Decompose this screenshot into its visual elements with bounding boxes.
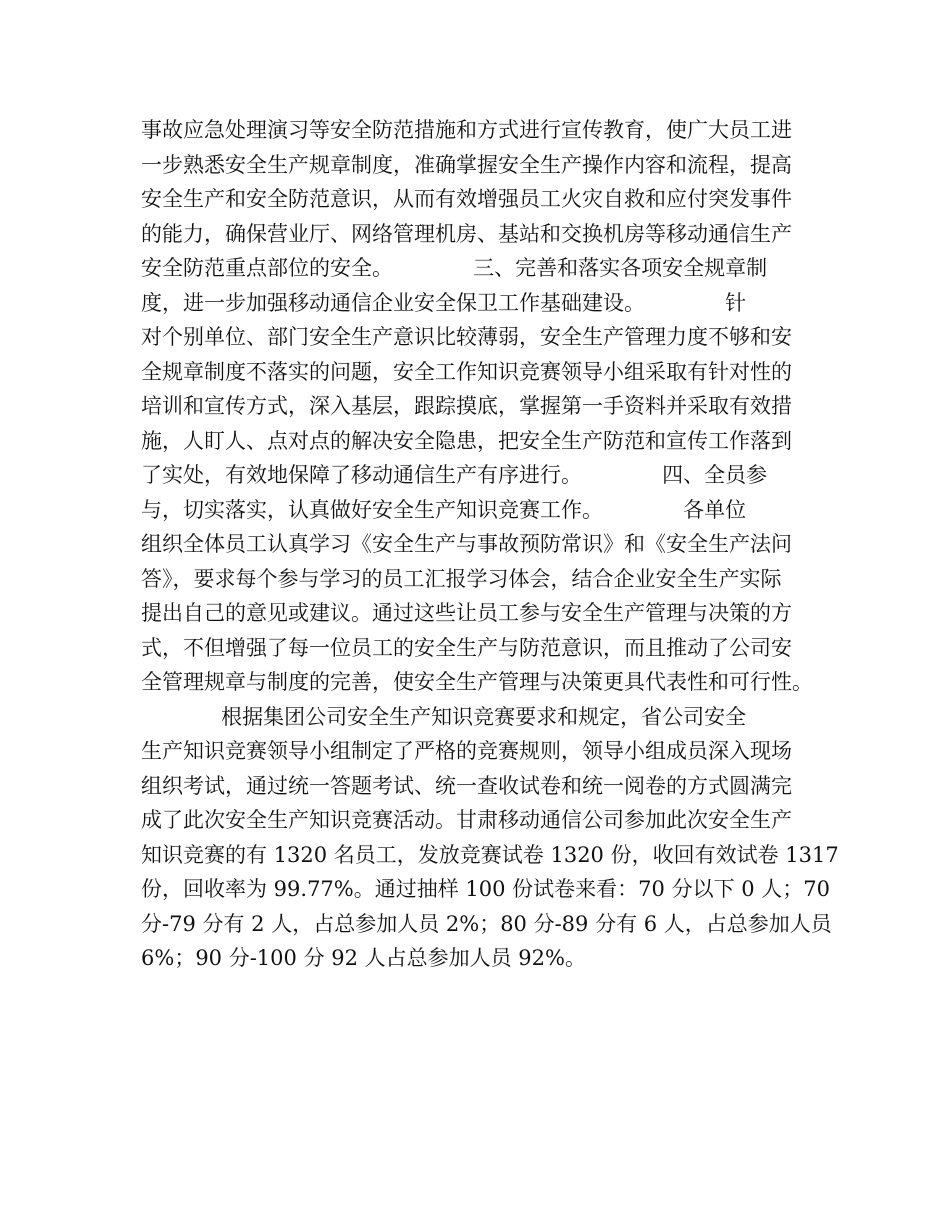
text-line: 施，人盯人、点对点的解决安全隐患，把安全生产防范和宣传工作落到 xyxy=(141,428,792,453)
text-line: 培训和宣传方式，深入基层，跟踪摸底，掌握第一手资料并采取有效措 xyxy=(141,394,792,418)
text-line: 提出自己的意见或建议。通过这些让员工参与安全生产管理与决策的方 xyxy=(141,601,792,625)
text-line: 份，回收率为 99.77%。通过抽样 100 份试卷来看：70 分以下 0 人；70 xyxy=(141,877,831,901)
text-line: 成了此次安全生产知识竞赛活动。甘肃移动通信公司参加此次安全生产 xyxy=(141,808,792,832)
text-line: 的能力，确保营业厅、网络管理机房、基站和交换机房等移动通信生产 xyxy=(141,221,792,246)
text-line: 与，切实落实，认真做好安全生产知识竞赛工作。 各单位 xyxy=(141,497,747,522)
text-line: 事故应急处理演习等安全防范措施和方式进行宣传教育，使广大员工进 xyxy=(141,118,792,142)
text-line: 安全生产和安全防范意识，从而有效增强员工火灾自救和应付突发事件 xyxy=(141,187,792,211)
text-line: 对个别单位、部门安全生产意识比较薄弱，安全生产管理力度不够和安 xyxy=(141,325,792,349)
text-line: 组织全体员工认真学习《安全生产与事故预防常识》和《安全生产法问 xyxy=(141,532,792,556)
text-line: 度，进一步加强移动通信企业安全保卫工作基础建设。 针 xyxy=(141,290,747,315)
text-line: 安全防范重点部位的安全。 三、完善和落实各项安全规章制 xyxy=(141,256,768,280)
text-line: 6%；90 分-100 分 92 人占总参加人员 92%。 xyxy=(141,946,586,970)
text-line: 式，不但增强了每一位员工的安全生产与防范意识，而且推动了公司安 xyxy=(141,635,792,660)
text-line: 了实处，有效地保障了移动通信生产有序进行。 四、全员参 xyxy=(141,463,768,487)
text-line: 全规章制度不落实的问题，安全工作知识竞赛领导小组采取有针对性的 xyxy=(141,359,792,384)
body-text xyxy=(141,113,839,976)
text-line: 根据集团公司安全生产知识竞赛要求和规定，省公司安全 xyxy=(141,704,747,729)
text-line: 答》，要求每个参与学习的员工汇报学习体会，结合企业安全生产实际 xyxy=(141,566,782,591)
text-line: 分-79 分有 2 人，占总参加人员 2%；80 分-89 分有 6 人，占总参加人员 xyxy=(141,911,832,936)
text-line: 一步熟悉安全生产规章制度，准确掌握安全生产操作内容和流程，提高 xyxy=(141,152,792,177)
text-line: 组织考试，通过统一答题考试、统一查收试卷和统一阅卷的方式圆满完 xyxy=(141,773,792,798)
text-line: 全管理规章与制度的完善，使安全生产管理与决策更具代表性和可行性。 xyxy=(141,670,813,694)
text-line: 生产知识竞赛领导小组制定了严格的竞赛规则，领导小组成员深入现场 xyxy=(141,739,792,763)
text-line: 知识竞赛的有 1320 名员工，发放竞赛试卷 1320 份，收回有效试卷 1317 xyxy=(141,842,839,867)
